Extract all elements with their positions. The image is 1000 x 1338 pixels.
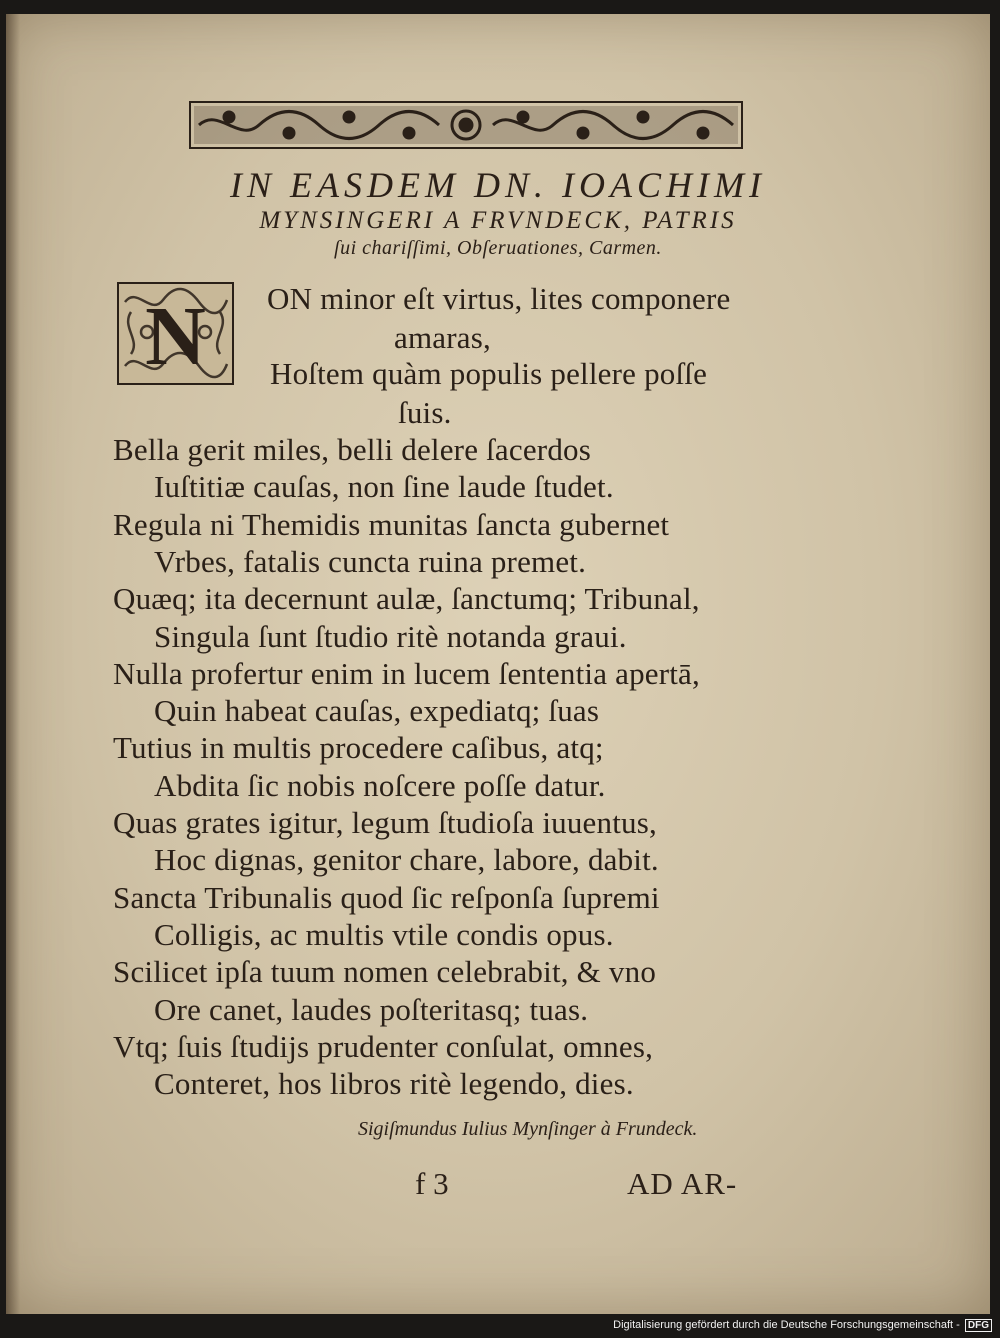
svg-text:N: N <box>145 290 206 383</box>
decorated-initial-n <box>117 282 234 385</box>
poem-line: Vrbes, fatalis cuncta ruina premet. <box>154 544 587 579</box>
poem-line: Quas grates igitur, legum ſtudioſa iuuentus, <box>113 805 657 840</box>
author-signature: Sigiſmundus Iulius Mynſinger à Frundeck. <box>358 1118 698 1140</box>
poem-line: Quæq; ita decernunt aulæ, ſanctumq; Tribunal, <box>113 581 700 616</box>
poem-line: Conteret, hos libros ritè legendo, dies. <box>154 1066 634 1101</box>
poem-line: ſuis. <box>398 395 452 430</box>
poem-line: Hoc dignas, genitor chare, labore, dabit. <box>154 842 659 877</box>
headpiece-ornament <box>189 101 743 149</box>
dfg-logo: DFG <box>965 1319 992 1332</box>
poem-line: Ore canet, laudes poſteritasq; tuas. <box>154 992 589 1027</box>
poem-line: Tutius in multis procedere caſibus, atq; <box>113 730 604 765</box>
title-line-1: IN EASDEM DN. IOACHIMI <box>230 165 766 205</box>
poem-line: Abdita ſic nobis noſcere poſſe datur. <box>154 768 606 803</box>
credit-text: Digitalisierung gefördert durch die Deutsche Forschungsgemeinschaft - <box>613 1319 960 1331</box>
poem-line: Hoſtem quàm populis pellere poſſe <box>270 356 708 391</box>
book-page <box>6 14 990 1314</box>
digitization-credit <box>613 1319 992 1332</box>
poem-line: ON minor eſt virtus, lites componere <box>267 281 731 316</box>
poem-line: Sancta Tribunalis quod ſic reſponſa ſupremi <box>113 880 660 915</box>
catchword: AD AR- <box>627 1166 738 1201</box>
poem-line: amaras, <box>394 320 491 355</box>
poem-line: Iuſtitiæ cauſas, non ſine laude ſtudet. <box>154 469 614 504</box>
poem-line: Bella gerit miles, belli delere ſacerdos <box>113 432 591 467</box>
poem-line: Vtq; ſuis ſtudijs prudenter conſulat, omnes, <box>113 1029 654 1064</box>
poem-line: Colligis, ac multis vtile condis opus. <box>154 917 614 952</box>
poem-line: Singula ſunt ſtudio ritè notanda graui. <box>154 619 627 654</box>
title-line-2: MYNSINGERI A FRVNDECK, PATRIS <box>259 207 737 234</box>
title-line-3: ſui chariſſimi, Obſeruationes, Carmen. <box>334 237 662 259</box>
poem-line: Quin habeat cauſas, expediatq; ſuas <box>154 693 600 728</box>
poem-line: Scilicet ipſa tuum nomen celebrabit, & vno <box>113 954 657 989</box>
signature-mark: f 3 <box>415 1166 449 1201</box>
poem-line: Regula ni Themidis munitas ſancta gubernet <box>113 507 670 542</box>
poem-line: Nulla profertur enim in lucem ſententia apertā, <box>113 656 700 691</box>
